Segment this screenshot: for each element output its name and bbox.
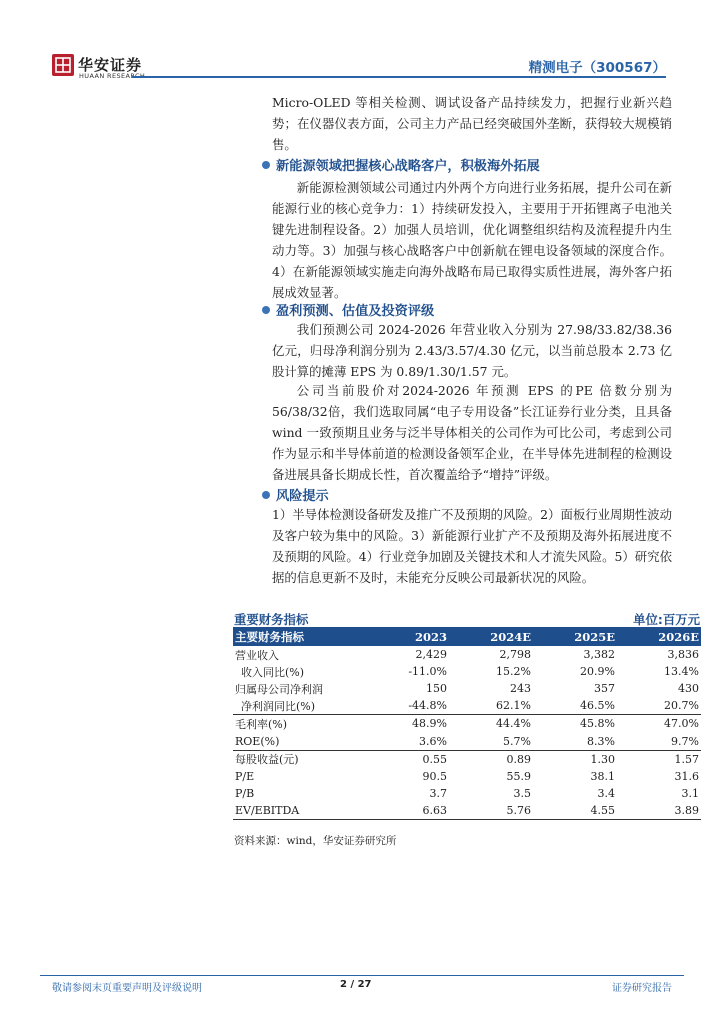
cell: -11.0% [408,665,447,679]
row-label: 归属母公司净利润 [235,682,323,696]
logo-name-cn: 华安证券 [78,56,143,74]
cell: 3,382 [583,648,615,662]
cell: 1.30 [533,750,617,768]
section-heading-risk [262,485,329,504]
cell: 5.7% [503,734,531,748]
cell: 20.7% [664,699,699,713]
cell: 44.4% [449,715,533,733]
bullet-icon [262,306,270,314]
cell: 3.89 [617,802,701,820]
cell: 48.9% [365,715,449,733]
cell: 9.7% [671,734,699,748]
cell: -44.8% [408,699,447,713]
cell: 47.0% [617,715,701,733]
table-header-cell: 2026E [617,627,701,646]
cell: 3.5 [513,786,531,800]
risk-paragraph: 1）半导体检测设备研发及推广不及预期的风险。2）面板行业周期性波动及客户较为集中的风险。3）新能源行业扩产不及预期及海外拓展进度不及预期的风险。4）行业竞争加剧及关键技术和人才流失风险。5）研究依据的信息更新不及时，未能充分反映公司最新状况的风险。 [272,507,672,585]
table-header-cell: 2025E [533,627,617,646]
cell: 8.3% [587,734,615,748]
cell: 243 [510,682,531,696]
table-row [233,768,701,785]
bullet-icon [262,491,270,499]
report-title: 精测电子（300567） [528,60,666,76]
footer-divider [40,975,684,976]
cell: 3.1 [681,786,699,800]
financial-table [233,627,701,820]
cell: 1.57 [617,750,701,768]
row-label: 毛利率(%) [233,715,365,733]
cell: 31.6 [674,769,699,783]
bullet-icon [262,161,270,169]
cell: 2,429 [415,648,447,662]
cell: 45.8% [533,715,617,733]
page-number: 2 / 27 [340,979,372,990]
cell: 3.6% [419,734,447,748]
section-heading-new-energy [262,155,540,174]
cell: 15.2% [496,665,531,679]
cell: 430 [678,682,699,696]
logo-name-en: HUAAN RESEARCH [79,72,146,80]
row-label: 净利润同比(%) [241,699,316,713]
cell: 3.4 [597,786,615,800]
table-row [233,663,701,680]
logo-icon [52,54,74,76]
intro-paragraph: Micro-OLED 等相关检测、调试设备产品持续发力，把握行业新兴趋势；在仪器仪表方面，公司主力产品已经突破国外垄断，获得较大规模销售。 [272,95,672,152]
footer-disclaimer-link[interactable]: 敬请参阅末页重要声明及评级说明 [52,983,202,994]
cell: 38.1 [590,769,615,783]
footer-report-type: 证券研究报告 [612,983,672,994]
table-row [233,785,701,802]
valuation-paragraph: 公司当前股价对2024-2026 年预测 EPS 的PE 倍数分别为56/38/32倍，我们选取同属“电子专用设备”长江证券行业分类，且具备 wind 一致预期且业务与泛半导体相关的公司作为可比公司，考虑到公司作为显示和半导体前道的检测设备领军企业，在半导体先进制程的检测设备进展具备长期成长性，首次覆盖给予“增持”评级。 [272,383,672,482]
table-header-row [233,627,701,646]
row-label: 每股收益(元) [233,750,365,768]
table-row [233,697,701,715]
section-heading-text: 盈利预测、估值及投资评级 [276,304,435,319]
cell: 150 [426,682,447,696]
section-heading-text: 风险提示 [276,489,329,504]
cell: 62.1% [496,699,531,713]
cell: 0.55 [365,750,449,768]
cell: 13.4% [664,665,699,679]
row-label: P/B [235,786,255,800]
table-row [233,732,701,750]
header-divider [132,76,666,78]
table-row [233,715,701,733]
row-label: 营业收入 [235,648,279,662]
cell: 20.9% [580,665,615,679]
row-label: EV/EBITDA [233,802,365,820]
row-label: P/E [235,769,255,783]
cell: 4.55 [533,802,617,820]
table-header-cell: 主要财务指标 [233,627,365,646]
table-header-cell: 2023 [365,627,449,646]
table-row [233,646,701,663]
table-unit: 单位:百万元 [633,612,700,627]
table-row [233,680,701,697]
new-energy-paragraph: 新能源检测领域公司通过内外两个方向进行业务拓展，提升公司在新能源行业的核心竞争力：1）持续研发投入，主要用于开拓锂离子电池关键先进制程设备。2）加强人员培训，优化调整组织结构及流程提升内生动力等。3）加强与核心战略客户中创新航在锂电设备领域的深度合作。4）在新能源领域实施走向海外战略布局已取得实质性进展，海外客户拓展成效显著。 [272,180,672,300]
cell: 357 [594,682,615,696]
section-heading-text: 新能源领域把握核心战略客户，积极海外拓展 [276,159,540,174]
cell: 3.7 [429,786,447,800]
table-source: 资料来源：wind，华安证券研究所 [234,835,397,847]
cell: 3,836 [667,648,699,662]
section-heading-forecast [262,300,434,319]
row-label: 收入同比(%) [241,665,305,679]
cell: 0.89 [449,750,533,768]
row-label: ROE(%) [235,734,280,748]
cell: 46.5% [580,699,615,713]
cell: 5.76 [449,802,533,820]
table-title: 重要财务指标 [234,612,309,627]
cell: 6.63 [365,802,449,820]
forecast-paragraph: 我们预测公司 2024-2026 年营业收入分别为 27.98/33.82/38.36 亿元，归母净利润分别为 2.43/3.57/4.30 亿元，以当前总股本 2.73 亿股计算的摊薄 EPS 为 0.89/1.30/1.57 元。 [272,322,672,379]
cell: 55.9 [506,769,531,783]
table-row [233,802,701,820]
table-header-cell: 2024E [449,627,533,646]
table-row [233,750,701,768]
cell: 2,798 [499,648,531,662]
cell: 90.5 [422,769,447,783]
